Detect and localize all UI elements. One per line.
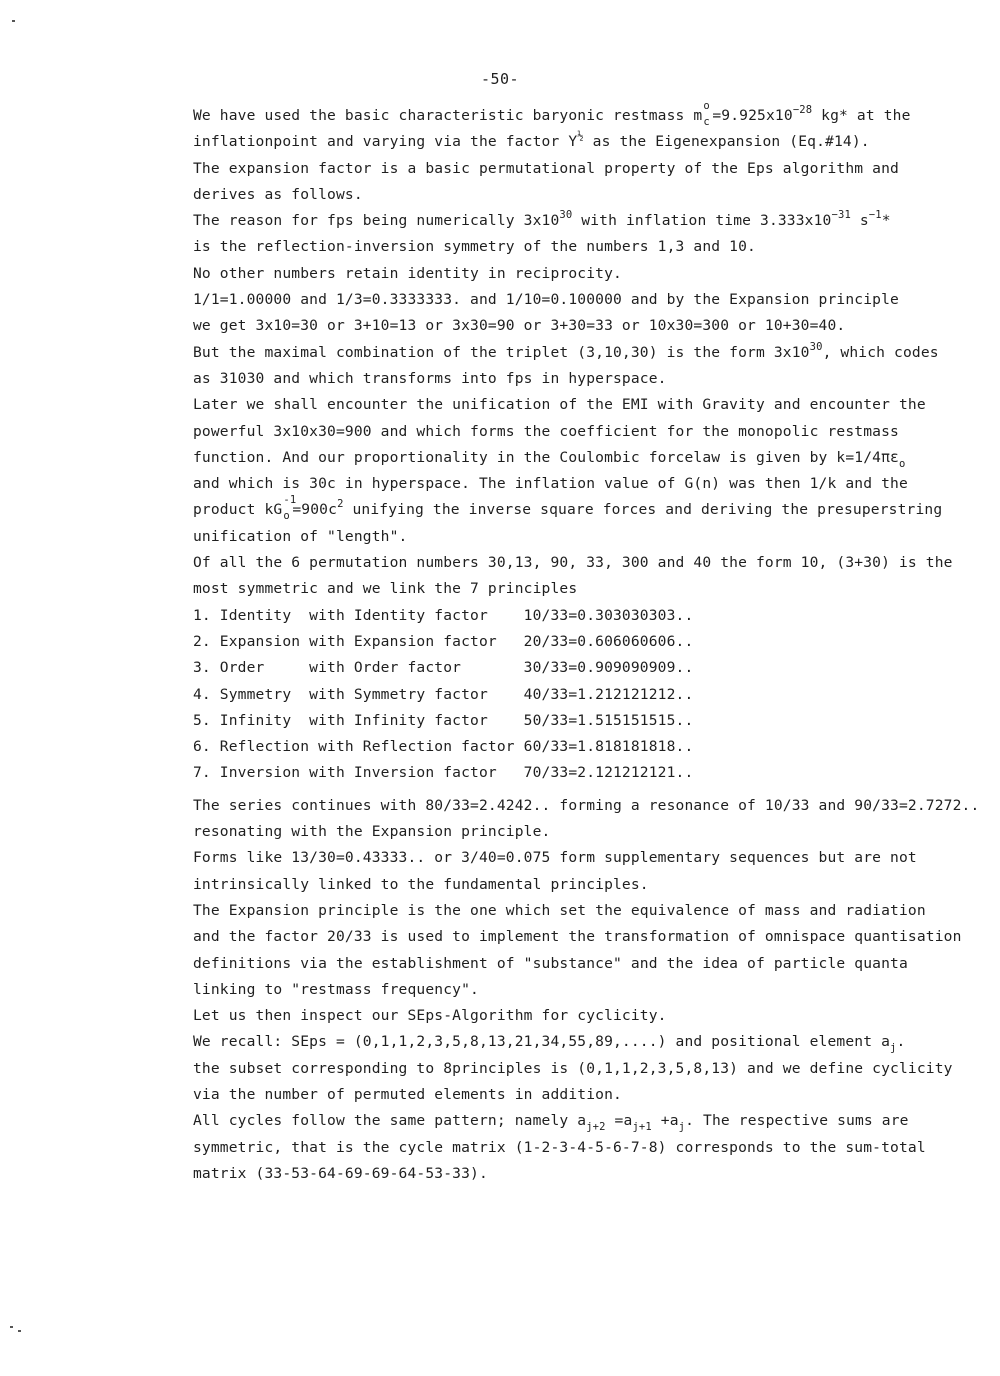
line-text: All cycles follow the same pattern; namely a	[193, 1112, 587, 1130]
scan-speck	[18, 1330, 21, 1332]
scan-speck	[12, 20, 15, 22]
text-line	[193, 340, 953, 366]
line-text: .	[896, 1033, 906, 1051]
line-text: matrix (33-53-64-69-69-64-53-33).	[193, 1164, 488, 1182]
sup-sub-stack	[702, 100, 712, 129]
line-text: =9.925x10	[712, 107, 793, 124]
subscript: j+2	[586, 1121, 606, 1134]
text-line	[193, 1135, 953, 1161]
line-text: and which is 30c in hyperspace. The inflation value of G(n) was then 1/k and the	[193, 475, 908, 493]
text-line	[193, 419, 953, 445]
page-body	[193, 100, 980, 1187]
line-text: s	[850, 212, 869, 230]
line-text: . The respective sums are	[685, 1112, 909, 1130]
subscript: o	[898, 457, 906, 470]
line-text: unifying the inverse square forces and deriving the presuperstring	[343, 501, 943, 519]
line-text: via the number of permuted elements in addition.	[193, 1085, 622, 1103]
line-text: product kG	[193, 501, 283, 519]
paragraph-block-continuation	[193, 793, 980, 1187]
scan-speck	[10, 1326, 13, 1328]
line-text: powerful 3x10x30=900 and which forms the coefficient for the monopolic restmass	[193, 422, 899, 440]
subscript: j+1	[632, 1121, 652, 1134]
line-text: linking to "restmass frequency".	[193, 980, 479, 998]
line-text: Later we shall encounter the unification of the EMI with Gravity and encounter the	[193, 396, 926, 414]
line-text: The Expansion principle is the one which set the equivalence of mass and radiation	[193, 901, 926, 919]
line-text: as the Eigenexpansion (Eq.#14).	[583, 133, 870, 151]
line-text: =a	[605, 1112, 633, 1130]
text-line	[193, 471, 953, 497]
text-line	[193, 313, 953, 339]
line-text: and the factor 20/33 is used to implement the transformation of omnispace quantisation	[193, 928, 962, 946]
text-line	[193, 261, 953, 287]
line-text: We have used the basic characteristic baryonic restmass m	[193, 107, 703, 124]
text-line	[193, 793, 980, 819]
superscript: ½	[577, 130, 584, 143]
text-line	[193, 576, 953, 602]
text-line	[193, 445, 953, 471]
text-line	[193, 898, 953, 924]
line-text: But the maximal combination of the triplet (3,10,30) is the form 3x10	[193, 343, 810, 361]
text-line	[193, 287, 953, 313]
line-text: 1/1=1.00000 and 1/3=0.3333333. and 1/10=0.100000 and by the Expansion principle	[193, 291, 899, 309]
text-line	[193, 494, 953, 523]
text-line	[193, 1161, 953, 1187]
page-number: -50-	[480, 70, 520, 88]
line-text: is the reflection-inversion symmetry of the numbers 1,3 and 10.	[193, 238, 756, 256]
text-line	[193, 1082, 953, 1108]
text-line	[193, 100, 953, 129]
principle-item: 2. Expansion with Expansion factor 20/33=0.606060606..	[193, 632, 694, 650]
line-text: Let us then inspect our SEps-Algorithm for cyclicity.	[193, 1007, 667, 1025]
line-text: function. And our proportionality in the Coulombic forcelaw is given by k=1/4πε	[193, 448, 899, 466]
line-text: unification of "length".	[193, 527, 408, 545]
superscript: -1	[283, 494, 297, 507]
line-text: inflationpoint and varying via the factor Y	[193, 133, 578, 151]
superscript: −1	[868, 209, 882, 222]
line-text: The series continues with 80/33=2.4242.. forming a resonance of 10/33 and 90/33=2.7272..	[193, 796, 980, 814]
text-line	[193, 819, 953, 845]
paragraph-block-intro	[193, 100, 953, 603]
text-line	[193, 208, 953, 234]
line-text: The expansion factor is a basic permutational property of the Eps algorithm and	[193, 159, 899, 177]
line-text: We recall: SEps = (0,1,1,2,3,5,8,13,21,34,55,89,....) and positional element a	[193, 1033, 891, 1051]
subscript: c	[703, 116, 710, 128]
text-line	[193, 366, 953, 392]
text-line	[193, 977, 953, 1003]
line-text: we get 3x10=30 or 3+10=13 or 3x30=90 or 3+30=33 or 10x30=300 or 10+30=40.	[193, 317, 846, 335]
text-line	[193, 924, 962, 950]
text-line	[193, 524, 953, 550]
principle-item: 1. Identity with Identity factor 10/33=0.303030303..	[193, 606, 694, 624]
line-text: definitions via the establishment of "substance" and the idea of particle quanta	[193, 954, 908, 972]
line-text: with inflation time 3.333x10	[572, 212, 832, 230]
line-text: The reason for fps being numerically 3x10	[193, 212, 560, 230]
line-text: derives as follows.	[193, 185, 363, 203]
superscript: −31	[831, 209, 851, 222]
text-line	[193, 872, 953, 898]
principle-item: 4. Symmetry with Symmetry factor 40/33=1.212121212..	[193, 685, 694, 703]
superscript: −28	[792, 104, 813, 116]
line-text: intrinsically linked to the fundamental principles.	[193, 875, 649, 893]
text-line	[193, 1003, 953, 1029]
superscript: 30	[809, 340, 823, 353]
line-text: No other numbers retain identity in reciprocity.	[193, 264, 622, 282]
text-line	[193, 129, 953, 155]
text-line	[193, 1108, 953, 1134]
line-text: resonating with the Expansion principle.	[193, 823, 551, 841]
principles-list	[193, 603, 953, 787]
principle-item: 6. Reflection with Reflection factor 60/33=1.818181818..	[193, 738, 694, 756]
text-line	[193, 845, 953, 871]
sup-sub-stack	[282, 494, 297, 523]
text-line	[193, 182, 953, 208]
line-text: Of all the 6 permutation numbers 30,13, 90, 33, 300 and 40 the form 10, (3+30) is the	[193, 554, 953, 572]
text-line	[193, 156, 953, 182]
line-text: the subset corresponding to 8principles is (0,1,1,2,3,5,8,13) and we define cyclicity	[193, 1059, 953, 1077]
text-line	[193, 550, 953, 576]
subscript: j	[890, 1042, 897, 1055]
line-text: Forms like 13/30=0.43333.. or 3/40=0.075 form supplementary sequences but are not	[193, 849, 917, 867]
superscript: 30	[559, 209, 573, 222]
principle-item: 5. Infinity with Infinity factor 50/33=1.515151515..	[193, 711, 694, 729]
line-text: =900c	[292, 501, 338, 519]
line-text: kg* at the	[812, 107, 911, 124]
line-text: , which codes	[822, 343, 939, 361]
subscript: j	[678, 1121, 686, 1134]
text-line	[193, 1056, 953, 1082]
text-line	[193, 234, 953, 260]
principle-item: 3. Order with Order factor 30/33=0.909090909..	[193, 659, 694, 677]
text-line	[193, 951, 953, 977]
principle-item: 7. Inversion with Inversion factor 70/33=2.121212121..	[193, 764, 694, 782]
text-line	[193, 392, 953, 418]
superscript: 2	[337, 498, 344, 511]
line-text: as 31030 and which transforms into fps in hyperspace.	[193, 369, 667, 387]
line-text: most symmetric and we link the 7 principles	[193, 580, 578, 598]
line-text: symmetric, that is the cycle matrix (1-2-3-4-5-6-7-8) corresponds to the sum-total	[193, 1138, 926, 1156]
text-line	[193, 1029, 953, 1055]
line-text: *	[881, 212, 891, 230]
line-text: +a	[651, 1112, 679, 1130]
superscript: o	[703, 100, 710, 112]
subscript: o	[283, 510, 290, 523]
